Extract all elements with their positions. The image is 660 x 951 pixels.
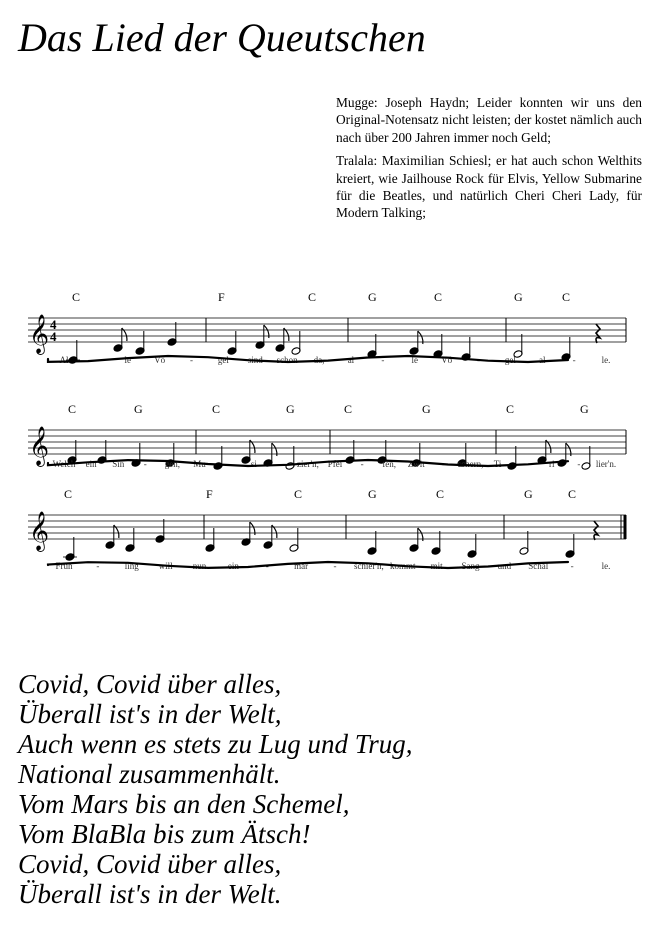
credits-block bbox=[336, 94, 642, 228]
lyric-syllable: ri bbox=[549, 459, 555, 469]
lyric-syllable: gel bbox=[217, 355, 229, 365]
lyric-syllable: - bbox=[225, 459, 229, 469]
lyric-syllable: le bbox=[124, 355, 132, 365]
lyric-syllable: nun bbox=[192, 561, 207, 571]
quarter-rest bbox=[594, 521, 598, 540]
lyric-syllable: ein bbox=[227, 561, 239, 571]
lyric-syllable: - bbox=[381, 355, 385, 365]
chord-symbol: C bbox=[64, 487, 73, 501]
verse-line: Überall ist's in der Welt, bbox=[18, 699, 282, 729]
chord-symbol: G bbox=[286, 402, 295, 416]
lyric-syllable: kommt bbox=[389, 561, 416, 571]
chord-symbol: C bbox=[294, 487, 303, 501]
lyric-syllable: schon bbox=[276, 355, 298, 365]
time-signature-top: 4 bbox=[50, 317, 57, 332]
chord-symbol: C bbox=[68, 402, 77, 416]
lyric-syllable: - bbox=[360, 459, 364, 469]
lyric-syllable: Mu bbox=[193, 459, 206, 469]
chord-symbol: G bbox=[514, 290, 523, 304]
lyric-syllable: Sin bbox=[112, 459, 125, 469]
chord-symbol: C bbox=[344, 402, 353, 416]
chord-symbol: G bbox=[368, 487, 377, 501]
chord-symbol: G bbox=[580, 402, 589, 416]
lyric-syllable: - bbox=[476, 355, 480, 365]
lyric-syllable: Pfei bbox=[327, 459, 343, 469]
lyric-syllable: - bbox=[572, 355, 576, 365]
chord-symbol: G bbox=[524, 487, 533, 501]
lyric-syllable: lier'n. bbox=[595, 459, 617, 469]
lyric-syllable: mar bbox=[294, 561, 309, 571]
music-system bbox=[28, 290, 626, 365]
verse-line: Auch wenn es stets zu Lug und Trug, bbox=[18, 729, 413, 759]
lyric-syllable: Al bbox=[59, 355, 69, 365]
music-system bbox=[28, 487, 626, 571]
verse bbox=[18, 669, 413, 909]
lyric-syllable: ein bbox=[85, 459, 97, 469]
lyric-syllable: gen, bbox=[164, 459, 181, 469]
lyric-syllable: - bbox=[279, 459, 283, 469]
lyric-syllable: le. bbox=[601, 561, 611, 571]
chord-symbol: C bbox=[562, 290, 571, 304]
verse-line: Vom Mars bis an den Schemel, bbox=[18, 789, 350, 819]
lyric-syllable: - bbox=[265, 561, 269, 571]
chord-symbol: C bbox=[212, 402, 221, 416]
chord-symbol: C bbox=[436, 487, 445, 501]
lyric-syllable: le. bbox=[601, 355, 611, 365]
lyric-syllable: mit bbox=[430, 561, 443, 571]
lyric-syllable: ling bbox=[124, 561, 139, 571]
lyric-syllable: - bbox=[94, 355, 98, 365]
music-credit: Mugge: Joseph Haydn; Leider konnten wir uns den Original-Notensatz nicht leisten; der kostet nämlich auch nach über 200 Jahren immer noch Geld; bbox=[336, 95, 642, 145]
time-signature-bottom: 4 bbox=[50, 329, 57, 344]
lyric-syllable: Früh bbox=[55, 561, 73, 571]
lyric-syllable: - bbox=[577, 459, 581, 469]
lyric-syllable: zier'n, bbox=[296, 459, 319, 469]
chord-symbol: G bbox=[422, 402, 431, 416]
lyric-syllable: Vö bbox=[154, 355, 166, 365]
chord-symbol: G bbox=[368, 290, 377, 304]
chord-symbol: C bbox=[72, 290, 81, 304]
lyric-syllable: - bbox=[143, 459, 147, 469]
lyric-syllable: fen, bbox=[382, 459, 397, 469]
lyric-syllable: - bbox=[570, 561, 574, 571]
chord-symbol: C bbox=[434, 290, 443, 304]
lyric-syllable: Welch bbox=[52, 459, 76, 469]
lyric-syllable: al bbox=[347, 355, 355, 365]
lyric-syllable: si bbox=[250, 459, 257, 469]
music-system bbox=[28, 402, 626, 470]
lyric-syllable: sind bbox=[247, 355, 263, 365]
lyric-syllable: - bbox=[96, 561, 100, 571]
lyric-syllable: - bbox=[441, 459, 445, 469]
quarter-rest bbox=[596, 324, 600, 343]
song-title: Das Lied der Queutschen bbox=[18, 15, 426, 60]
lyric-syllable: al bbox=[538, 355, 546, 365]
lyric-syllable: - bbox=[333, 561, 337, 571]
verse-line: Vom BlaBla bis zum Ätsch! bbox=[18, 819, 311, 849]
lyric-syllable: Sang bbox=[461, 561, 480, 571]
treble-clef-icon: 𝄞 bbox=[29, 316, 50, 353]
lyric-syllable: - bbox=[190, 355, 194, 365]
lyric-syllable: - bbox=[523, 459, 527, 469]
lyric-syllable: und bbox=[497, 561, 512, 571]
lyric-syllable: da, bbox=[313, 355, 325, 365]
lyric-syllable: Zwit bbox=[407, 459, 425, 469]
chord-symbol: C bbox=[568, 487, 577, 501]
lyric-syllable: schier'n, bbox=[353, 561, 384, 571]
treble-clef-icon: 𝄞 bbox=[29, 513, 50, 550]
lyric-syllable: Vö bbox=[441, 355, 453, 365]
chord-symbol: C bbox=[308, 290, 317, 304]
lyric-syllable: gel bbox=[504, 355, 516, 365]
chord-symbol: C bbox=[506, 402, 515, 416]
lyrics-credit: Tralala: Maximilian Schiesl; er hat auch schon Welthits kreiert, wie Jailhouse Rock für Elvis, Yellow Submarine für die Beatles, und natürlich Cheri Cheri Lady, für Modern Talking; bbox=[336, 153, 642, 221]
verse-line: Überall ist's in der Welt. bbox=[18, 879, 282, 909]
chord-symbol: F bbox=[206, 487, 213, 501]
verse-line: Covid, Covid über alles, bbox=[18, 849, 282, 879]
sheet-music bbox=[0, 280, 660, 600]
chord-symbol: G bbox=[134, 402, 143, 416]
chord-symbol: F bbox=[218, 290, 225, 304]
lyric-syllable: Ti bbox=[493, 459, 502, 469]
lyric-syllable: will bbox=[158, 561, 173, 571]
lyric-syllable: Schal bbox=[528, 561, 549, 571]
treble-clef-icon: 𝄞 bbox=[29, 428, 50, 465]
lyric-syllable: schern, bbox=[457, 459, 484, 469]
lyric-syllable: le bbox=[411, 355, 418, 365]
verse-line: National zusammenhält. bbox=[18, 759, 281, 789]
verse-line: Covid, Covid über alles, bbox=[18, 669, 282, 699]
